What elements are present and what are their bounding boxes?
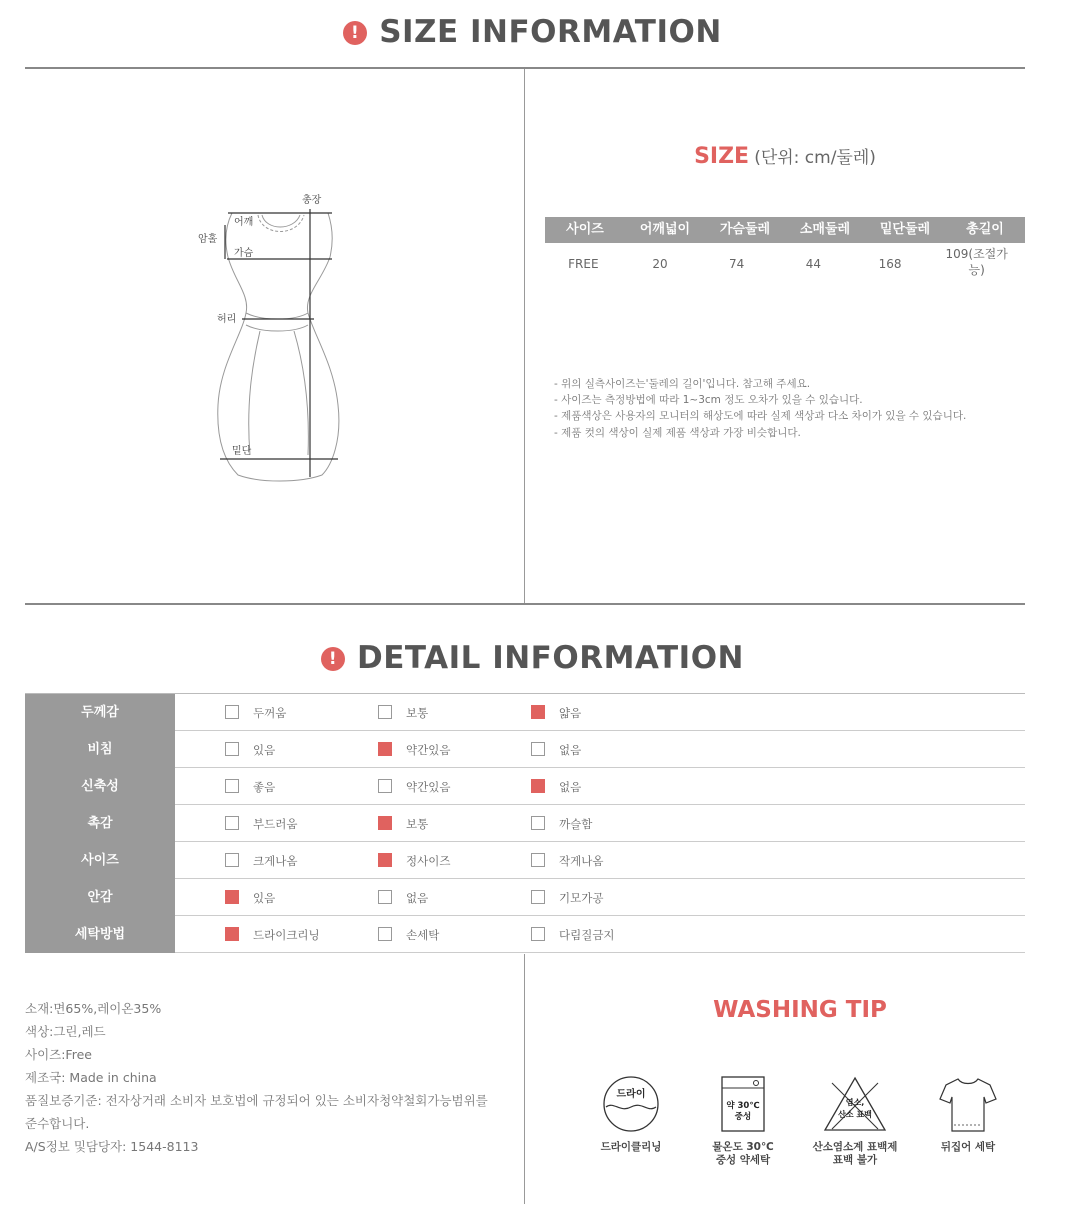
option-label: 약간있음 — [406, 780, 451, 794]
header-cell: 총길이 — [966, 222, 1004, 237]
note-line: - 제품색상은 사용자의 모니터의 해상도에 따라 실제 색상과 다소 차이가 있을 수 있습니다. — [554, 410, 967, 423]
table-cell: 74 — [729, 257, 745, 271]
unchecked-box-icon — [531, 890, 545, 904]
dry-clean-item — [576, 1075, 686, 1154]
detail-option — [531, 742, 581, 757]
detail-option — [378, 927, 439, 942]
table-cell: 44 — [805, 257, 821, 271]
info-line: 사이즈:Free — [25, 1047, 92, 1062]
detail-row — [25, 768, 1025, 805]
header-cell: 사이즈 — [566, 222, 604, 237]
option-label: 없음 — [559, 743, 582, 757]
checked-box-icon — [225, 890, 239, 904]
dress-measurement-diagram — [190, 185, 360, 490]
info-line: 소재:면65%,레이온35% — [25, 1001, 162, 1016]
exclamation-icon: ! — [321, 647, 345, 671]
product-info — [25, 997, 488, 1158]
detail-option — [378, 779, 450, 794]
size-table-header — [545, 217, 1025, 243]
bleach-text-2: 산소 표백 — [838, 1110, 872, 1119]
wash-label: 산소염소계 표백제 표백 불가 — [812, 1141, 898, 1166]
option-label: 드라이크리닝 — [253, 928, 320, 942]
detail-row — [25, 694, 1025, 731]
divider — [524, 69, 525, 603]
info-line: 색상:그린,레드 — [25, 1024, 106, 1039]
note-line: - 위의 실측사이즈는'둘레의 길이'입니다. 참고해 주세요. — [554, 378, 811, 390]
washing-tip-title: WASHING TIP — [713, 997, 887, 1023]
unchecked-box-icon — [378, 890, 392, 904]
note-line: - 사이즈는 측정방법에 따라 1~3cm 정도 오차가 있을 수 있습니다. — [554, 394, 863, 407]
divider — [25, 67, 1025, 69]
detail-option — [531, 705, 581, 720]
unchecked-box-icon — [531, 853, 545, 867]
unchecked-box-icon — [378, 705, 392, 719]
wash-30-icon — [718, 1075, 768, 1133]
unchecked-box-icon — [225, 705, 239, 719]
detail-row-label: 신축성 — [25, 768, 175, 805]
label-chest: 가슴 — [234, 248, 254, 259]
checked-box-icon — [378, 853, 392, 867]
detail-row — [25, 731, 1025, 768]
wash-label: 뒤집어 세탁 — [940, 1141, 996, 1153]
detail-option — [378, 890, 428, 905]
table-cell: 109(조절가능) — [945, 247, 1008, 277]
detail-option — [378, 742, 450, 757]
divider — [524, 954, 525, 1204]
detail-info-title: ! DETAIL INFORMATION — [0, 640, 1065, 676]
wash-label: 드라이클리닝 — [600, 1141, 662, 1153]
unchecked-box-icon — [225, 853, 239, 867]
detail-option — [225, 890, 275, 905]
option-label: 부드러움 — [253, 817, 298, 831]
detail-option — [225, 927, 320, 942]
detail-option — [378, 816, 428, 831]
detail-option — [531, 927, 615, 942]
no-bleach-icon — [822, 1075, 888, 1133]
detail-row-label: 두께감 — [25, 694, 175, 731]
option-label: 다림질금지 — [559, 928, 615, 942]
checked-box-icon — [225, 927, 239, 941]
info-line: A/S정보 및담당자: 1544-8113 — [25, 1139, 199, 1154]
unchecked-box-icon — [378, 927, 392, 941]
unchecked-box-icon — [225, 816, 239, 830]
option-label: 없음 — [559, 780, 582, 794]
detail-row — [25, 842, 1025, 879]
option-label: 보통 — [406, 817, 429, 831]
exclamation-icon: ! — [343, 21, 367, 45]
detail-row-label: 세탁방법 — [25, 916, 175, 953]
header-cell: 가슴둘레 — [719, 222, 771, 237]
table-cell: FREE — [568, 257, 599, 271]
detail-option — [225, 779, 275, 794]
dry-clean-icon — [600, 1075, 662, 1133]
detail-option — [531, 816, 592, 831]
option-label: 보통 — [406, 706, 429, 720]
option-label: 있음 — [253, 891, 276, 905]
detail-row — [25, 805, 1025, 842]
info-line: 준수합니다. — [25, 1116, 90, 1131]
inside-out-icon — [938, 1075, 998, 1133]
option-label: 기모가공 — [559, 891, 604, 905]
unchecked-box-icon — [531, 742, 545, 756]
label-length: 총장 — [302, 195, 322, 206]
wash-label: 물온도 30℃ 중성 약세탁 — [712, 1141, 774, 1166]
size-notes — [554, 376, 966, 441]
size-label: SIZE — [694, 144, 750, 169]
header-cell: 밑단둘레 — [879, 222, 931, 237]
detail-option — [225, 816, 297, 831]
detail-option — [531, 853, 603, 868]
wash-temp-text: 약 30℃ — [726, 1101, 760, 1111]
label-armhole: 암홀 — [198, 234, 218, 245]
checked-box-icon — [378, 816, 392, 830]
wash-30-item — [688, 1075, 798, 1167]
no-bleach-item — [800, 1075, 910, 1167]
unchecked-box-icon — [531, 816, 545, 830]
header-cell: 소매둘레 — [799, 222, 851, 237]
checked-box-icon — [378, 742, 392, 756]
size-table-row — [545, 246, 1025, 278]
option-label: 손세탁 — [406, 928, 440, 942]
wash-neutral-text: 중성 — [734, 1112, 752, 1122]
detail-row — [25, 879, 1025, 916]
option-label: 약간있음 — [406, 743, 451, 757]
option-label: 얇음 — [559, 706, 582, 720]
info-line: 품질보증기준: 전자상거래 소비자 보호법에 규정되어 있는 소비자청약철회가능범위를 — [25, 1093, 488, 1108]
option-label: 좋음 — [253, 780, 276, 794]
detail-option — [378, 853, 450, 868]
detail-option — [225, 742, 275, 757]
inside-out-item — [913, 1075, 1023, 1154]
table-cell: 168 — [878, 257, 902, 271]
detail-option — [531, 779, 581, 794]
option-label: 있음 — [253, 743, 276, 757]
detail-option — [531, 890, 603, 905]
svg-text:드라이: 드라이 — [616, 1089, 646, 1100]
option-label: 없음 — [406, 891, 429, 905]
header-cell: 어깨넓이 — [639, 222, 691, 237]
unchecked-box-icon — [378, 779, 392, 793]
divider — [25, 603, 1025, 605]
option-label: 두꺼움 — [253, 706, 287, 720]
detail-option — [378, 705, 428, 720]
unchecked-box-icon — [225, 779, 239, 793]
detail-option — [225, 853, 297, 868]
unchecked-box-icon — [225, 742, 239, 756]
label-waist: 허리 — [217, 314, 237, 325]
checked-box-icon — [531, 705, 545, 719]
checked-box-icon — [531, 779, 545, 793]
info-line: 제조국: Made in china — [25, 1070, 157, 1085]
detail-row — [25, 916, 1025, 953]
bleach-text-1: 염소, — [845, 1098, 865, 1107]
option-label: 정사이즈 — [406, 854, 451, 868]
note-line: - 제품 컷의 색상이 실제 제품 색상과 가장 비슷합니다. — [554, 426, 801, 439]
detail-table — [25, 693, 1025, 953]
option-label: 작게나옴 — [559, 854, 604, 868]
detail-row-label: 촉감 — [25, 805, 175, 842]
unchecked-box-icon — [531, 927, 545, 941]
unit-label: (단위: cm/둘레) — [754, 148, 876, 168]
label-hem: 밑단 — [232, 446, 252, 457]
detail-row-label: 사이즈 — [25, 842, 175, 879]
detail-row-label: 비침 — [25, 731, 175, 768]
label-shoulder: 어깨 — [234, 217, 254, 228]
option-label: 크게나옴 — [253, 854, 298, 868]
option-label: 까슬함 — [559, 817, 593, 831]
detail-option — [225, 705, 286, 720]
size-info-title: ! SIZE INFORMATION — [0, 14, 1065, 50]
size-heading — [545, 143, 1025, 169]
table-cell: 20 — [652, 257, 668, 271]
detail-row-label: 안감 — [25, 879, 175, 916]
